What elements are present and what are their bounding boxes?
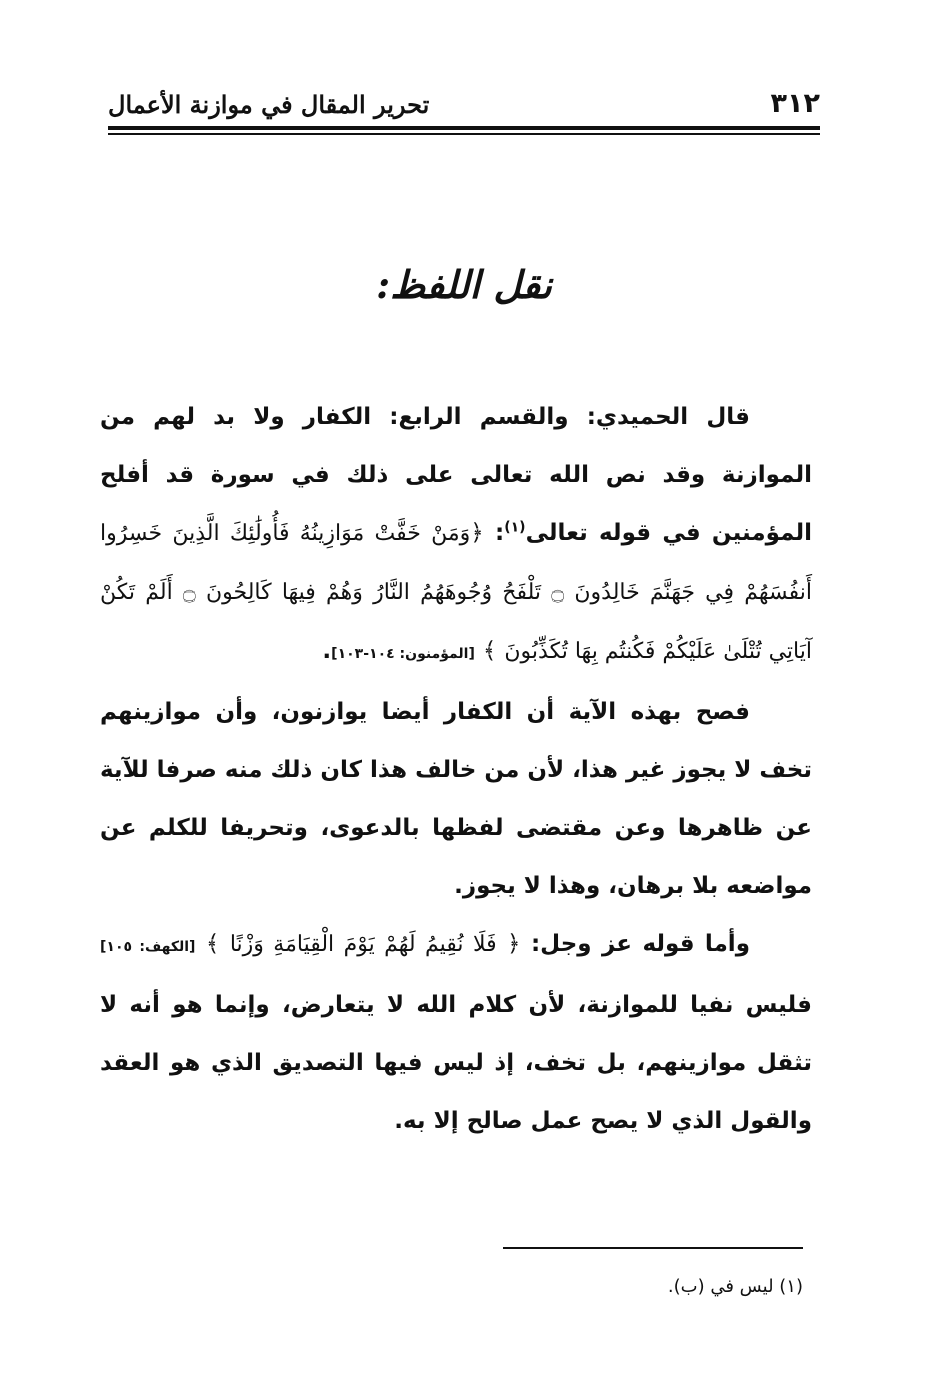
footnote-rule <box>503 1247 803 1249</box>
quran-verse-2: فَلَا نُقِيمُ لَهُمْ يَوْمَ الْقِيَامَةِ وَزْنًا <box>229 932 497 957</box>
paragraph-1-end: . <box>322 638 332 664</box>
running-title: تحرير المقال في موازنة الأعمال <box>108 90 430 119</box>
body-text <box>100 388 812 1150</box>
section-title: نقل اللفظ: <box>376 262 552 307</box>
quran-verse-1: وَمَنْ خَفَّتْ مَوَازِينُهُ فَأُولَٰئِكَ الَّذِينَ خَسِرُوا أَنفُسَهُمْ فِي جَهَنَّمَ خَالِدُونَ ۝ تَلْفَحُ وُجُوهَهُمُ النَّارُ وَهُمْ فِيهَا كَالِحُونَ ۝ أَلَمْ تَكُنْ آيَاتِي تُتْلَىٰ عَلَيْكُمْ فَكُنتُم بِهَا تُكَذِّبُونَ <box>100 521 812 664</box>
paragraph-1-colon: : <box>483 520 505 546</box>
header-rule-thin <box>108 133 820 135</box>
paragraph-3-text: فليس نفيا للموازنة، لأن كلام الله لا يتعارض، وإنما هو أنه لا تثقل موازينهم، بل تخف، إذ ليس فيها التصديق الذي هو العقد والقول الذي لا يصح عمل صالح إلا به. <box>100 992 812 1134</box>
quote-close-bracket: ﴾ <box>205 931 220 957</box>
paragraph-3 <box>100 915 812 1150</box>
paragraph-2: فصح بهذه الآية أن الكفار أيضا يوازنون، وأن موازينهم تخف لا يجوز غير هذا، لأن من خالف هذا كان ذلك منه صرفا للآية عن ظاهرها وعن مقتضى لفظها بالدعوى، وتحريفا للكلم عن مواضعه بلا برهان، وهذا لا يجوز. <box>99 699 812 899</box>
paragraph-1-text: قال الحميدي: والقسم الرابع: الكفار ولا بد لهم من الموازنة وقد نص الله تعالى على ذلك في سورة قد أفلح المؤمنين في قوله تعالى <box>100 404 812 546</box>
quote-open-bracket: ﴿ <box>507 931 521 957</box>
footnote: (١) ليس في (ب). <box>667 1276 803 1297</box>
verse-reference-1: [المؤمنون: ١٠٤-١٠٣] <box>331 646 475 662</box>
page-header <box>108 78 820 126</box>
paragraph-3-lead: وأما قوله عز وجل: <box>520 931 750 957</box>
paragraph-1 <box>100 388 812 683</box>
footnote-marker: (١) <box>504 519 526 536</box>
quote-close-bracket: ﴾ <box>482 638 497 664</box>
verse-reference-2: [الكهف: ١٠٥] <box>100 939 196 955</box>
quote-open-bracket: ﴿ <box>470 520 484 546</box>
page-number: ٣١٢ <box>770 88 820 119</box>
header-rule-thick <box>108 126 820 130</box>
